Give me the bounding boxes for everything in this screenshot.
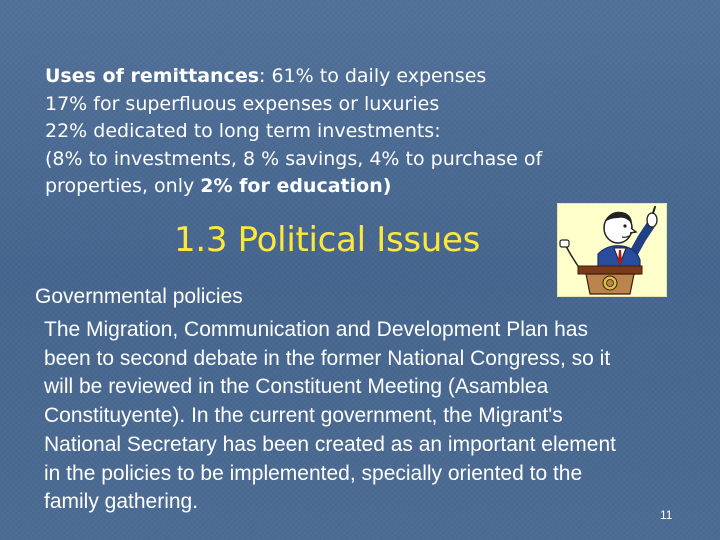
- paragraph-line: National Secretary has been created as an important element: [44, 432, 616, 456]
- intro-line-1-text: : 61% to daily expenses: [259, 65, 487, 87]
- paragraph-line: Constituyente). In the current government, the Migrant's: [44, 404, 563, 428]
- policies-paragraph: [44, 316, 704, 517]
- intro-line-4: (8% to investments, 8 % savings, 4% to purchase of: [45, 147, 543, 170]
- paragraph-line: been to second debate in the former National Congress, so it: [44, 346, 611, 370]
- paragraph-line: The Migration, Communication and Development Plan has: [44, 318, 588, 341]
- intro-line-3: 22% dedicated to long term investments:: [45, 120, 441, 142]
- intro-bold-education: 2% for education): [200, 175, 392, 197]
- intro-line-5-text: properties, only: [45, 175, 201, 197]
- intro-bold-label: Uses of remittances: [45, 65, 260, 87]
- governmental-policies-heading: Governmental policies: [35, 285, 243, 308]
- paragraph-line: will be reviewed in the Constituent Meeting (Asamblea: [44, 375, 549, 399]
- speaker-at-podium-icon: [557, 203, 667, 297]
- intro-line-2: 17% for superfluous expenses or luxuries: [45, 92, 440, 115]
- remittances-summary: [45, 63, 685, 201]
- page-number: 11: [660, 508, 673, 522]
- intro-line-5: [45, 173, 685, 201]
- paragraph-line: in the policies to be implemented, specially oriented to the: [44, 461, 583, 485]
- intro-line-1: [45, 63, 685, 91]
- paragraph-line: family gathering.: [44, 490, 199, 514]
- section-heading: 1.3 Political Issues: [174, 220, 481, 260]
